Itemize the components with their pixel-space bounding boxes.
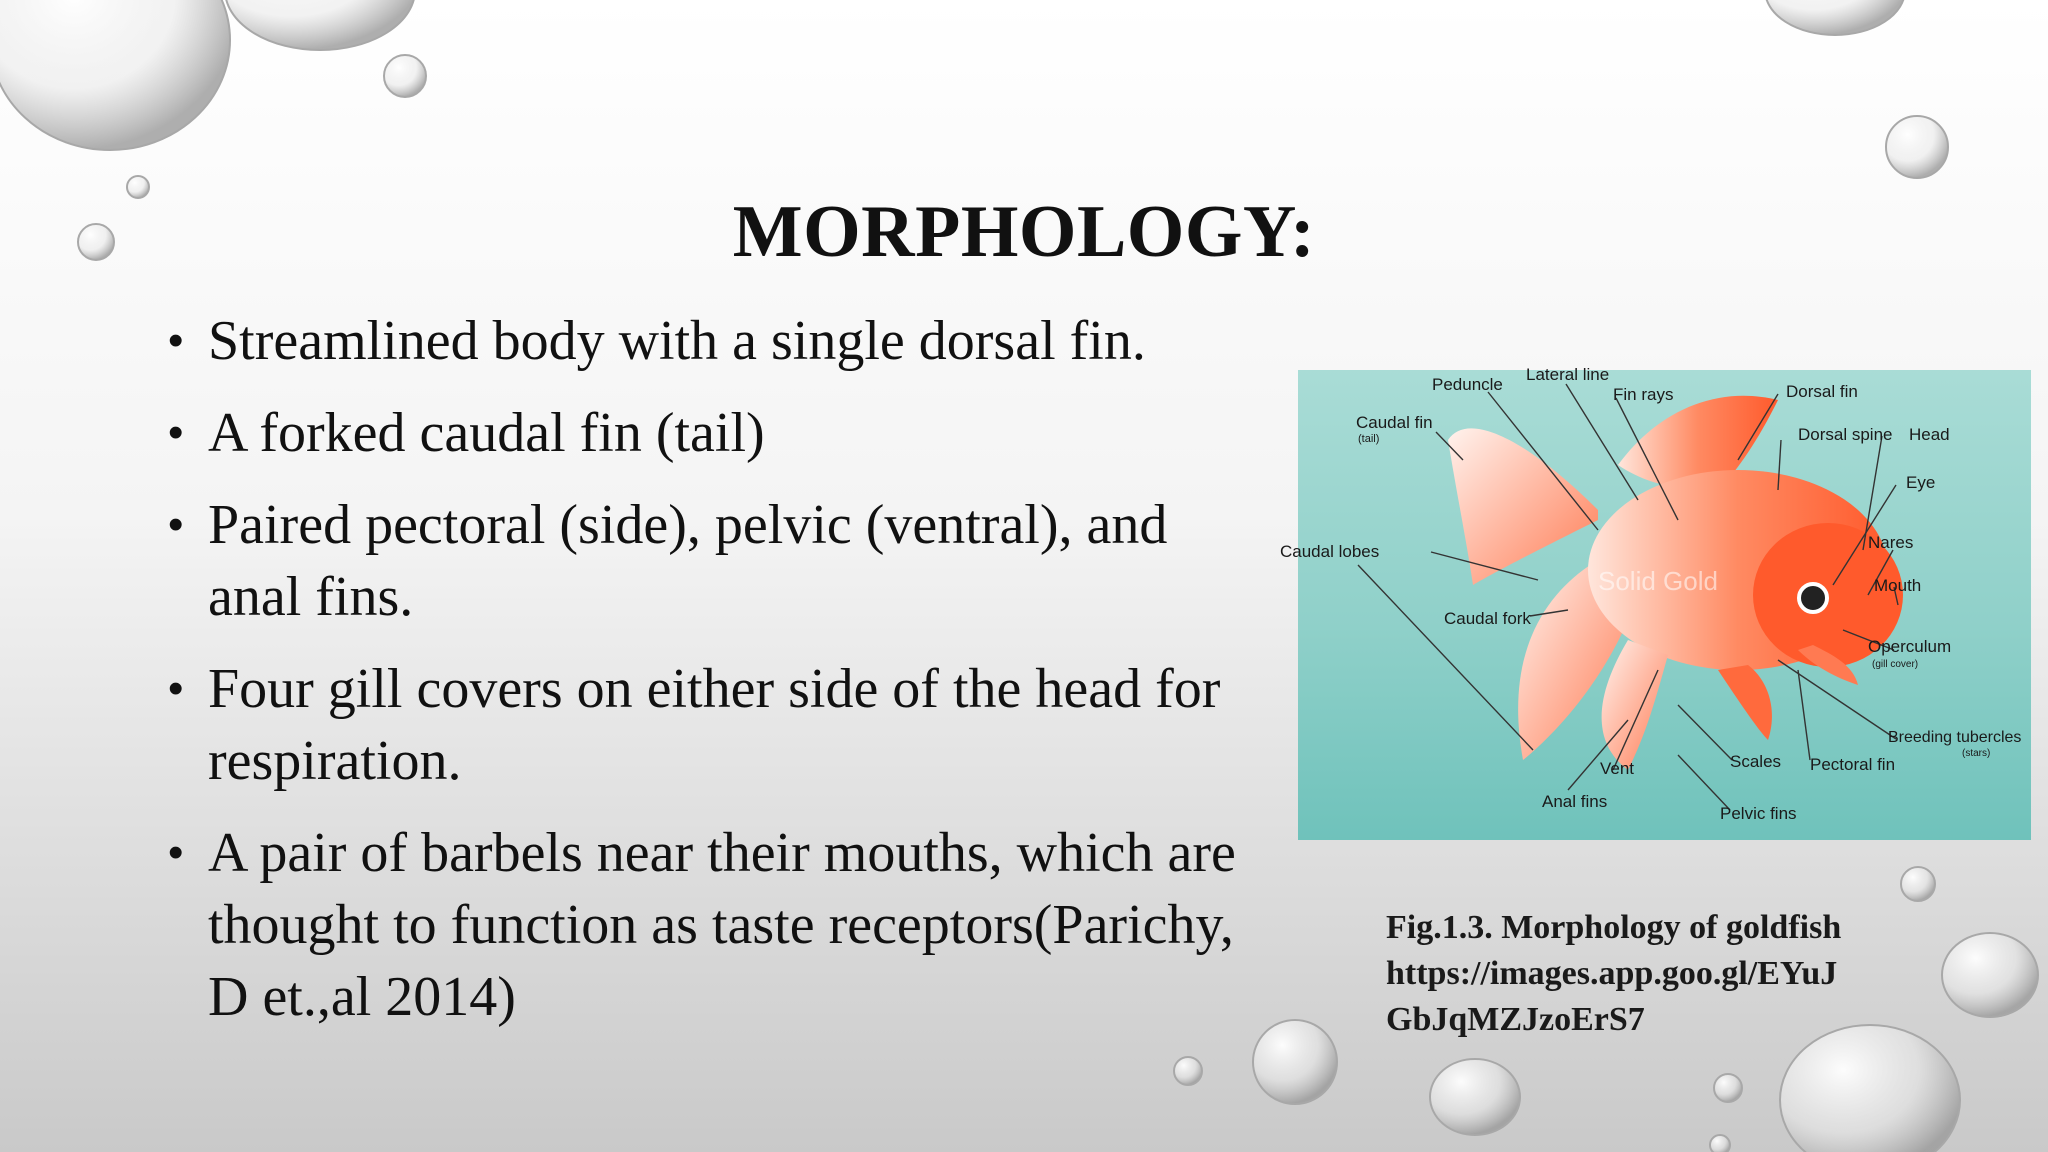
bullet-dot-icon: • xyxy=(168,408,184,457)
label-nares: Nares xyxy=(1868,533,1914,552)
bullet-list xyxy=(160,305,1240,1053)
caption-link: https://images.app.goo.gl/EYuJ xyxy=(1386,955,1838,992)
label-eye: Eye xyxy=(1906,473,1936,492)
label-gill-cover: (gill cover) xyxy=(1872,659,1919,670)
caudal-fin-upper xyxy=(1448,428,1598,585)
label-tail: (tail) xyxy=(1358,433,1380,445)
label-dorsal-spine: Dorsal spine xyxy=(1798,425,1893,444)
caption-link: GbJqMZJzoErS7 xyxy=(1386,1001,1645,1038)
caption-line: Fig.1.3. Morphology of goldfish xyxy=(1386,909,1842,946)
watermark-text: Solid Gold xyxy=(1598,566,1718,596)
label-breeding-tubercles: Breeding tubercles xyxy=(1888,729,2022,746)
bullet-item: • A pair of barbels near their mouths, which are thought to function as taste receptors(Parichy, D et.,al 2014) xyxy=(160,817,1240,1033)
label-scales: Scales xyxy=(1730,752,1782,771)
bullet-dot-icon: • xyxy=(168,316,184,365)
anal-fin xyxy=(1602,640,1668,770)
label-caudal-fork: Caudal fork xyxy=(1444,609,1531,628)
label-caudal-fin: Caudal fin xyxy=(1356,413,1433,432)
bullet-item: • Four gill covers on either side of the head for respiration. xyxy=(160,653,1240,797)
bullet-dot-icon: • xyxy=(168,664,184,713)
label-dorsal-fin: Dorsal fin xyxy=(1786,382,1858,401)
label-mouth: Mouth xyxy=(1874,576,1922,595)
label-stars: (stars) xyxy=(1962,748,1991,759)
bullet-item: • Paired pectoral (side), pelvic (ventral), and anal fins. xyxy=(160,489,1240,633)
label-head: Head xyxy=(1909,425,1950,444)
label-caudal-lobes: Caudal lobes xyxy=(1280,542,1380,561)
label-peduncle: Peduncle xyxy=(1432,375,1503,394)
label-pelvic-fins: Pelvic fins xyxy=(1720,804,1797,823)
figure-caption xyxy=(1386,905,1926,1043)
goldfish-diagram xyxy=(1280,365,2031,840)
goldfish-illustration xyxy=(1280,365,2031,840)
label-fin-rays: Fin rays xyxy=(1613,385,1674,404)
label-lateral-line: Lateral line xyxy=(1526,365,1610,384)
label-vent: Vent xyxy=(1600,759,1635,778)
bullet-dot-icon: • xyxy=(168,500,184,549)
slide-title: MORPHOLOGY: xyxy=(732,191,1316,273)
bullet-item: • Streamlined body with a single dorsal fin. xyxy=(160,305,1240,377)
bullet-dot-icon: • xyxy=(168,828,184,877)
bullet-item: • A forked caudal fin (tail) xyxy=(160,397,1240,469)
pelvic-fin xyxy=(1718,665,1772,740)
eye-icon xyxy=(1799,584,1827,612)
label-operculum: Operculum xyxy=(1868,637,1952,656)
label-pectoral-fin: Pectoral fin xyxy=(1810,755,1896,774)
label-anal-fins: Anal fins xyxy=(1542,792,1608,811)
